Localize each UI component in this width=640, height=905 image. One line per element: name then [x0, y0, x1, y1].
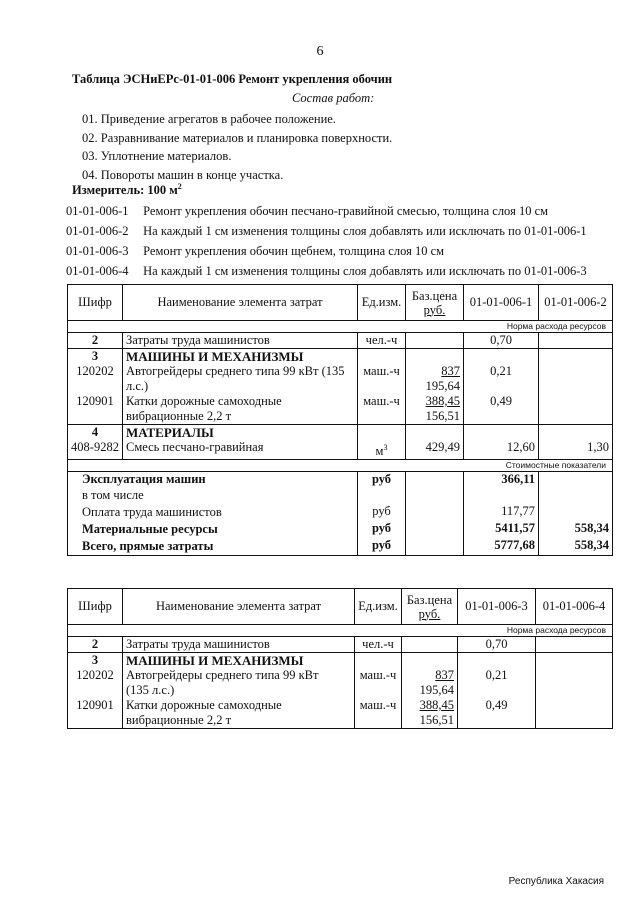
header-col1: 01-01-006-3 — [458, 589, 536, 625]
section-title: МАШИНЫ И МЕХАНИЗМЫ — [123, 349, 358, 365]
row-price — [402, 668, 458, 698]
footer-region: Республика Хакасия — [508, 876, 604, 887]
row-name — [123, 668, 355, 698]
norm-label-row — [68, 321, 613, 333]
row-code: 3 — [68, 349, 123, 365]
row-name: Смесь песчано-гравийная — [123, 440, 358, 460]
header-base-price — [406, 285, 464, 321]
row-unit: маш.-ч — [355, 698, 402, 729]
row-unit: чел.-ч — [358, 333, 406, 349]
row-name: Автогрейдеры среднего типа 99 кВт (135 л.с.) — [123, 364, 358, 394]
row-code: 120901 — [68, 698, 123, 729]
summary-value-2: 558,34 — [539, 521, 613, 538]
header-base-price-l2: руб. — [423, 302, 446, 317]
header-col2: 01-01-006-2 — [539, 285, 613, 321]
works-subtitle: Состав работ: — [292, 91, 375, 105]
row-unit: маш.-ч — [355, 668, 402, 698]
code-text: На каждый 1 см изменения толщины слоя добавлять или исключать по 01-01-006-3 — [143, 264, 587, 278]
code-id: 01-01-006-4 — [66, 264, 129, 278]
works-item: 04. Повороты машин в конце участка. — [82, 167, 284, 182]
row-price: 429,49 — [406, 440, 464, 460]
header-col1: 01-01-006-1 — [464, 285, 539, 321]
table-row — [68, 394, 613, 425]
price-bottom: 195,64 — [419, 683, 454, 697]
row-price — [406, 333, 464, 349]
row-name-l1: Катки дорожные самоходные — [126, 698, 282, 712]
summary-unit: руб — [358, 538, 406, 556]
row-name: Катки дорожные самоходные вибрационные 2,2 т — [123, 394, 358, 425]
summary-value-1: 117,77 — [464, 504, 539, 521]
works-item: 01. Приведение агрегатов в рабочее положение. — [82, 112, 336, 126]
codes-list — [66, 201, 587, 281]
section-row — [68, 349, 613, 365]
row-code: 2 — [68, 637, 123, 653]
works-item: 03. Уплотнение материалов. — [82, 149, 232, 163]
price-top: 837 — [441, 364, 460, 378]
price-top: 837 — [435, 668, 454, 682]
table-title: Таблица ЭСНиЕРс-01-01-006 Ремонт укрепления обочин — [72, 72, 393, 86]
price-bottom: 195,64 — [425, 379, 460, 393]
norm-label: Норма расхода ресурсов — [68, 321, 613, 333]
summary-value-1: 5777,68 — [464, 538, 539, 556]
summary-row — [68, 472, 613, 488]
code-id: 01-01-006-2 — [66, 224, 129, 238]
row-code: 120901 — [68, 394, 123, 425]
works-list — [82, 110, 392, 184]
row-unit: маш.-ч — [358, 364, 406, 394]
code-id: 01-01-006-1 — [66, 204, 129, 218]
header-base-price-l1: Баз.цена — [411, 288, 458, 303]
row-value-2 — [539, 394, 613, 425]
section-row — [68, 425, 613, 441]
meter — [72, 182, 182, 198]
summary-label: в том числе — [68, 487, 358, 504]
row-code: 120202 — [68, 364, 123, 394]
row-name-l2: вибрационные 2,2 т — [126, 713, 232, 727]
row-price — [406, 364, 464, 394]
row-value-1: 0,21 — [464, 364, 539, 394]
row-value-2 — [536, 637, 613, 653]
summary-row — [68, 538, 613, 556]
table-row — [68, 333, 613, 349]
row-name — [123, 698, 355, 729]
summary-row — [68, 504, 613, 521]
table-row — [68, 440, 613, 460]
price-top: 388,45 — [419, 698, 454, 712]
row-value-1: 0,21 — [458, 668, 536, 698]
code-text: Ремонт укрепления обочин песчано-гравийной смесью, толщина слоя 10 см — [143, 204, 549, 218]
row-name-l1: Автогрейдеры среднего типа 99 кВт — [126, 668, 319, 682]
table-row — [68, 698, 613, 729]
unit-text: м — [375, 444, 384, 459]
header-col2: 01-01-006-4 — [536, 589, 613, 625]
header-name: Наименование элемента затрат — [123, 589, 355, 625]
row-value-1: 0,70 — [458, 637, 536, 653]
code-row — [66, 221, 587, 241]
row-value-2 — [536, 668, 613, 698]
table-row — [68, 668, 613, 698]
page-number: 6 — [316, 44, 324, 59]
summary-value-1: 366,11 — [464, 472, 539, 488]
section-title: МАШИНЫ И МЕХАНИЗМЫ — [123, 653, 355, 669]
row-value-2 — [539, 333, 613, 349]
summary-unit: руб — [358, 504, 406, 521]
works-item: 02. Разравнивание материалов и планировка поверхности. — [82, 130, 393, 145]
summary-unit: руб — [358, 521, 406, 538]
row-name-l2: (135 л.с.) — [126, 683, 175, 697]
summary-label: Материальные ресурсы — [68, 521, 358, 538]
cost-label-row — [68, 460, 613, 472]
row-value-2 — [536, 698, 613, 729]
table-row — [68, 637, 613, 653]
section-title: МАТЕРИАЛЫ — [123, 425, 358, 441]
row-value-1: 0,49 — [464, 394, 539, 425]
price-bottom: 156,51 — [419, 713, 454, 727]
summary-label: Оплата труда машинистов — [68, 504, 358, 521]
table-header-row — [68, 285, 613, 321]
row-unit: чел.-ч — [355, 637, 402, 653]
header-code: Шифр — [68, 285, 123, 321]
row-code: 120202 — [68, 668, 123, 698]
code-id: 01-01-006-3 — [66, 244, 129, 258]
norm-label: Норма расхода ресурсов — [68, 625, 613, 637]
summary-unit: руб — [358, 472, 406, 488]
table-header-row — [68, 589, 613, 625]
table-row — [68, 364, 613, 394]
header-name: Наименование элемента затрат — [123, 285, 358, 321]
header-code: Шифр — [68, 589, 123, 625]
header-base-price-l1: Баз.цена — [406, 592, 453, 607]
summary-row — [68, 487, 613, 504]
meter-label: Измеритель: 100 м — [72, 183, 178, 198]
row-value-1: 0,70 — [464, 333, 539, 349]
price-bottom: 156,51 — [425, 409, 460, 423]
row-unit — [358, 440, 406, 460]
resource-table-2 — [67, 588, 613, 729]
resource-table-1 — [67, 284, 613, 556]
section-row — [68, 653, 613, 669]
cost-label: Стоимостные показатели — [68, 460, 613, 472]
meter-sup: 2 — [177, 182, 182, 191]
row-name: Затраты труда машинистов — [123, 333, 358, 349]
header-unit: Ед.изм. — [355, 589, 402, 625]
row-code: 408-9282 — [68, 440, 123, 460]
row-value-1: 12,60 — [464, 440, 539, 460]
code-row — [66, 241, 587, 261]
unit-sup: 3 — [383, 443, 388, 452]
row-code: 2 — [68, 333, 123, 349]
code-row — [66, 201, 587, 221]
row-value-2 — [539, 364, 613, 394]
row-code: 4 — [68, 425, 123, 441]
summary-label: Эксплуатация машин — [68, 472, 358, 488]
summary-label: Всего, прямые затраты — [68, 538, 358, 556]
row-price — [406, 394, 464, 425]
row-value-2: 1,30 — [539, 440, 613, 460]
norm-label-row — [68, 625, 613, 637]
code-text: Ремонт укрепления обочин щебнем, толщина слоя 10 см — [143, 244, 445, 258]
row-name: Затраты труда машинистов — [123, 637, 355, 653]
summary-row — [68, 521, 613, 538]
code-row — [66, 261, 587, 281]
header-base-price — [402, 589, 458, 625]
row-code: 3 — [68, 653, 123, 669]
price-top: 388,45 — [425, 394, 460, 408]
header-unit: Ед.изм. — [358, 285, 406, 321]
header-base-price-l2: руб. — [418, 606, 441, 621]
row-price — [402, 637, 458, 653]
summary-value-1: 5411,57 — [464, 521, 539, 538]
row-price — [402, 698, 458, 729]
code-text: На каждый 1 см изменения толщины слоя добавлять или исключать по 01-01-006-1 — [143, 224, 587, 238]
summary-value-2: 558,34 — [539, 538, 613, 556]
row-unit: маш.-ч — [358, 394, 406, 425]
row-value-1: 0,49 — [458, 698, 536, 729]
